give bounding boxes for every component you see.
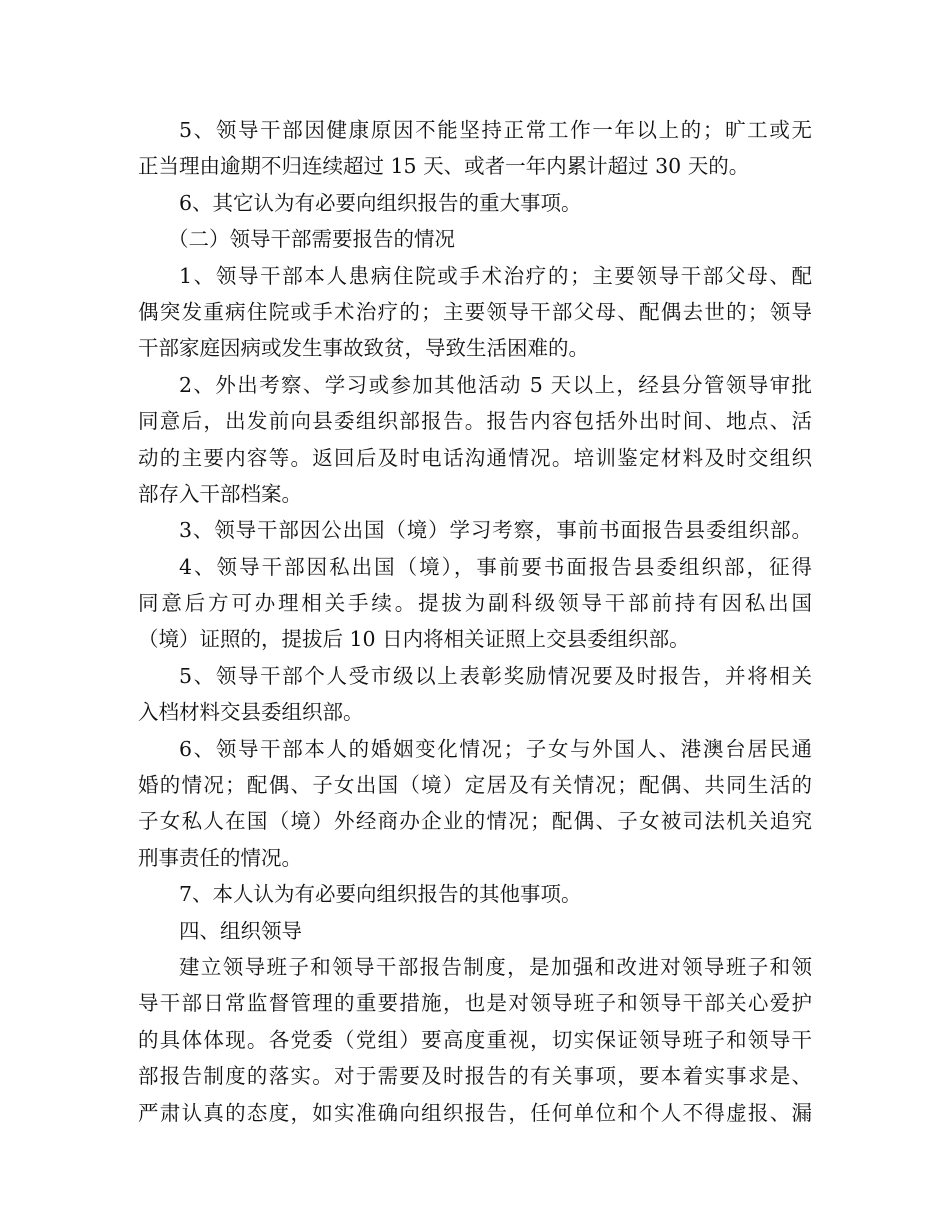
- text-line: （境）证照的，提拔后 10 日内将相关证照上交县委组织部。: [138, 627, 690, 652]
- text-line: 5、领导干部因健康原因不能坚持正常工作一年以上的；旷工或无: [179, 118, 812, 142]
- text-line: 动的主要内容等。返回后及时电话沟通情况。培训鉴定材料及时交组织: [138, 445, 812, 470]
- text-line: 1、领导干部本人患病住院或手术治疗的；主要领导干部父母、配: [179, 263, 812, 288]
- text-line: 四、组织领导: [179, 918, 302, 943]
- text-line: 正当理由逾期不归连续超过 15 天、或者一年内累计超过 30 天的。: [138, 154, 750, 179]
- text-line: 4、领导干部因私出国（境），事前要书面报告县委组织部，征得: [179, 554, 812, 579]
- text-line: 导干部日常监督管理的重要措施，也是对领导班子和领导干部关心爱护: [138, 991, 812, 1016]
- text-line: 刑事责任的情况。: [138, 845, 302, 870]
- text-line: 婚的情况；配偶、子女出国（境）定居及有关情况；配偶、共同生活的: [138, 773, 812, 798]
- text-line: 5、领导干部个人受市级以上表彰奖励情况要及时报告，并将相关: [179, 663, 812, 688]
- text-line: 2、外出考察、学习或参加其他活动 5 天以上，经县分管领导审批: [179, 372, 812, 397]
- document-body: [138, 112, 812, 1131]
- text-line: 同意后，出发前向县委组织部报告。报告内容包括外出时间、地点、活: [138, 409, 812, 434]
- text-line: （二）领导干部需要报告的情况: [168, 227, 455, 252]
- text-line: 建立领导班子和领导干部报告制度，是加强和改进对领导班子和领: [179, 954, 812, 979]
- text-line: 部存入干部档案。: [138, 481, 302, 506]
- text-line: 干部家庭因病或发生事故致贫，导致生活困难的。: [138, 336, 589, 361]
- text-line: 入档材料交县委组织部。: [138, 700, 364, 725]
- text-line: 6、领导干部本人的婚姻变化情况；子女与外国人、港澳台居民通: [179, 736, 812, 761]
- text-line: 3、领导干部因公出国（境）学习考察，事前书面报告县委组织部。: [179, 518, 812, 543]
- text-line: 6、其它认为有必要向组织报告的重大事项。: [179, 190, 582, 215]
- text-line: 子女私人在国（境）外经商办企业的情况；配偶、子女被司法机关追究: [138, 809, 812, 834]
- text-line: 严肃认真的态度，如实准确向组织报告，任何单位和个人不得虚报、漏: [138, 1100, 812, 1125]
- text-line: 的具体体现。各党委（党组）要高度重视，切实保证领导班子和领导干: [138, 1027, 812, 1052]
- text-line: 偶突发重病住院或手术治疗的；主要领导干部父母、配偶去世的；领导: [138, 299, 812, 324]
- text-line: 部报告制度的落实。对于需要及时报告的有关事项，要本着实事求是、: [138, 1064, 812, 1089]
- text-line: 同意后方可办理相关手续。提拔为副科级领导干部前持有因私出国: [138, 591, 812, 616]
- text-line: 7、本人认为有必要向组织报告的其他事项。: [179, 882, 582, 907]
